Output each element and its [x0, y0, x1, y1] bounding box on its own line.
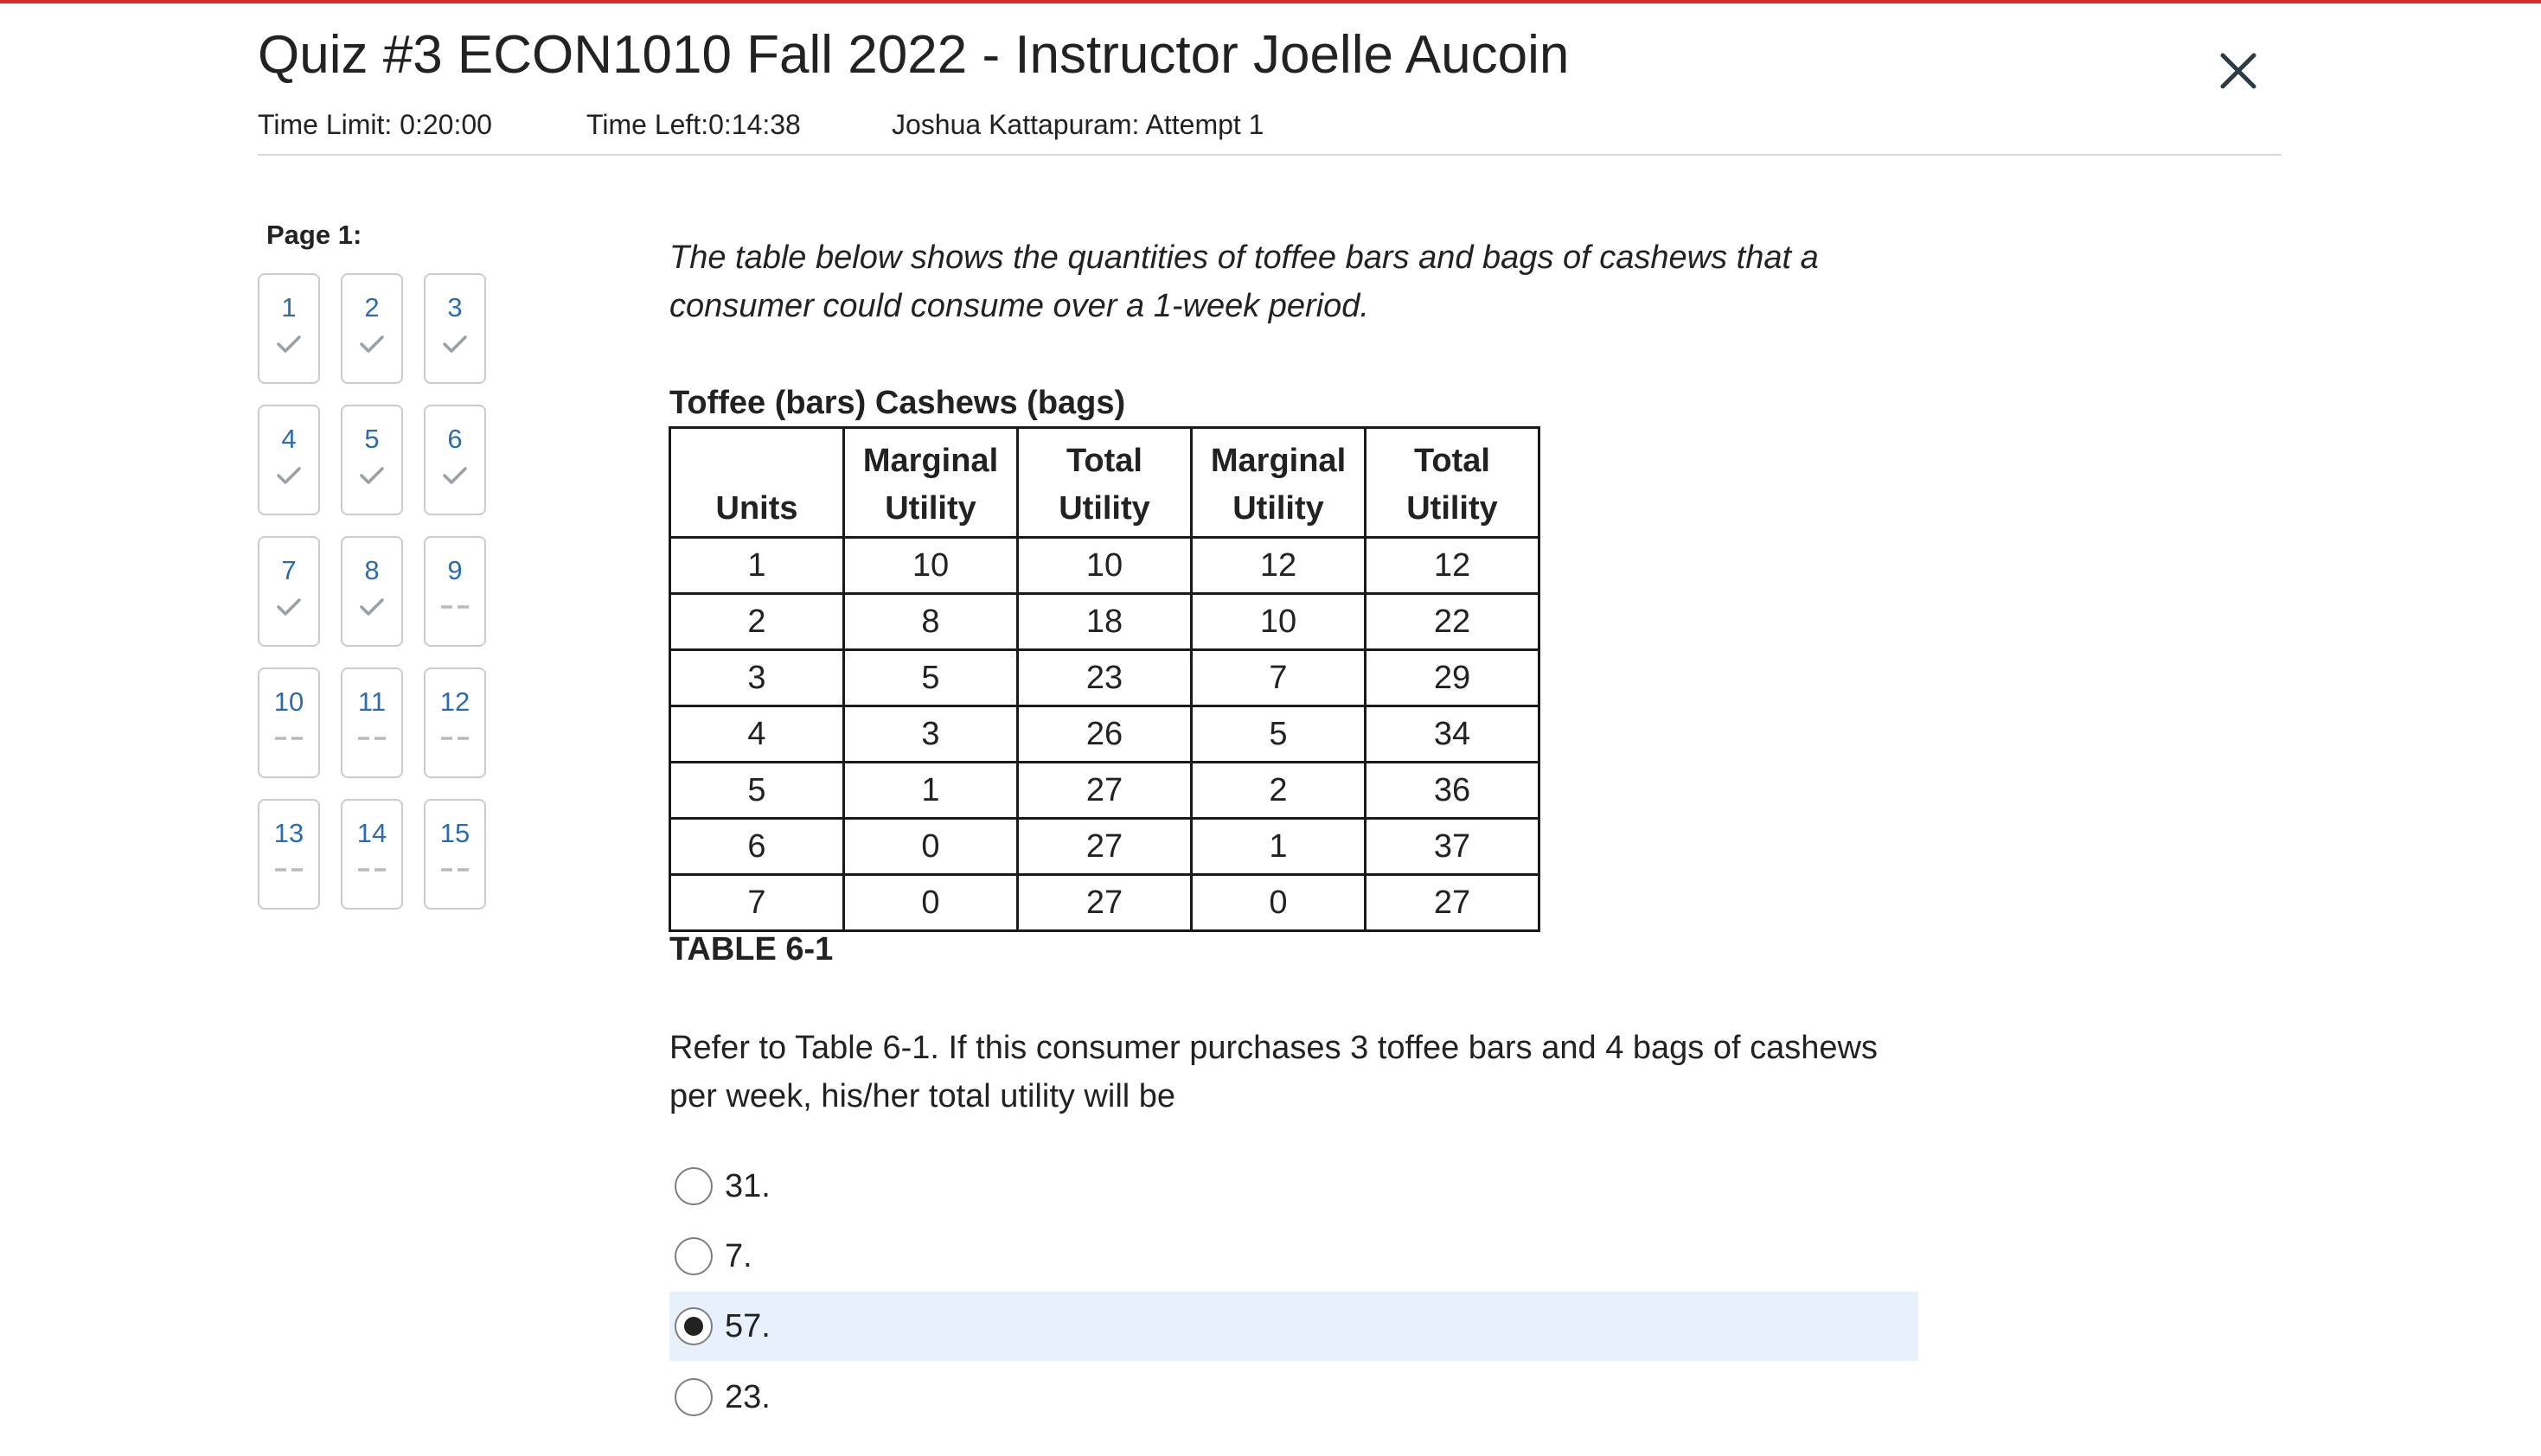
table-row	[670, 763, 1539, 819]
question-nav-item[interactable]	[341, 405, 403, 515]
table-cell: 26	[1018, 706, 1192, 763]
time-limit: Time Limit: 0:20:00	[258, 109, 492, 140]
table-cell: 2	[670, 594, 844, 650]
question-nav-number: 9	[447, 555, 463, 585]
table-row	[670, 650, 1539, 706]
table-cell: 27	[1018, 875, 1192, 931]
table-cell: 7	[670, 875, 844, 931]
table-cell: 37	[1366, 819, 1539, 875]
table-cell: 12	[1366, 538, 1539, 594]
unanswered-dash-icon	[342, 859, 401, 885]
question-nav-item[interactable]	[424, 273, 486, 384]
table-cell: 3	[670, 650, 844, 706]
table-row	[670, 875, 1539, 931]
question-nav-number: 6	[447, 424, 463, 454]
table-cell: 1	[844, 763, 1018, 819]
answer-option[interactable]	[669, 1292, 1918, 1361]
table-cell: 34	[1366, 706, 1539, 763]
question-nav-item[interactable]	[341, 273, 403, 384]
radio-button[interactable]	[675, 1378, 713, 1416]
question-nav-item[interactable]	[258, 273, 320, 384]
question-nav-number: 11	[357, 686, 387, 717]
answered-check-icon	[259, 597, 318, 623]
table-header-row	[670, 428, 1539, 538]
question-nav-number: 7	[281, 555, 297, 585]
header-cashews-total-utility: Total Utility	[1366, 428, 1539, 538]
table-cell: 10	[1192, 594, 1366, 650]
question-nav-number: 2	[364, 292, 380, 322]
table-cell: 1	[670, 538, 844, 594]
time-left: Time Left:0:14:38	[586, 109, 801, 140]
question-nav-item[interactable]	[424, 799, 486, 910]
answer-option-label: 57.	[725, 1308, 771, 1344]
clipped-content-fragment	[659, 204, 1143, 209]
table-row	[670, 706, 1539, 763]
answer-option-label: 31.	[725, 1168, 771, 1204]
unanswered-dash-icon	[426, 859, 484, 885]
table-cell: 0	[1192, 875, 1366, 931]
table-cell: 5	[1192, 706, 1366, 763]
top-accent-bar	[0, 0, 2541, 3]
table-label: TABLE 6-1	[669, 931, 834, 967]
question-nav-item[interactable]	[258, 536, 320, 647]
radio-button[interactable]	[675, 1237, 713, 1275]
unanswered-dash-icon	[259, 859, 318, 885]
radio-button[interactable]	[675, 1167, 713, 1205]
close-button[interactable]	[2202, 35, 2275, 107]
answered-check-icon	[259, 334, 318, 360]
table-cell: 12	[1192, 538, 1366, 594]
answer-option[interactable]	[669, 1363, 1918, 1432]
question-nav-number: 15	[439, 818, 470, 848]
answer-option-label: 23.	[725, 1379, 771, 1415]
table-caption: Toffee (bars) Cashews (bags)	[669, 385, 1126, 421]
table-cell: 1	[1192, 819, 1366, 875]
question-nav-number: 12	[439, 686, 470, 717]
table-cell: 6	[670, 819, 844, 875]
header-cashews-marginal-utility: Marginal Utility	[1192, 428, 1366, 538]
table-cell: 23	[1018, 650, 1192, 706]
question-nav-number: 10	[273, 686, 304, 717]
unanswered-dash-icon	[342, 728, 401, 754]
question-nav-item[interactable]	[341, 799, 403, 910]
question-intro: The table below shows the quantities of toffee bars and bags of cashews that a consumer could consume over a 1-week period.	[669, 239, 1819, 324]
radio-dot	[684, 1317, 703, 1336]
question-nav-number: 14	[356, 818, 387, 848]
header-units: Units	[670, 428, 844, 538]
answered-check-icon	[426, 334, 484, 360]
table-cell: 2	[1192, 763, 1366, 819]
table-cell: 7	[1192, 650, 1366, 706]
answered-check-icon	[342, 465, 401, 491]
table-cell: 27	[1018, 763, 1192, 819]
header-toffee-marginal-utility: Marginal Utility	[844, 428, 1018, 538]
question-nav-item[interactable]	[341, 667, 403, 778]
question-nav-number: 3	[447, 292, 463, 322]
table-cell: 3	[844, 706, 1018, 763]
table-cell: 10	[844, 538, 1018, 594]
answered-check-icon	[259, 465, 318, 491]
table-cell: 8	[844, 594, 1018, 650]
question-prompt: Refer to Table 6-1. If this consumer purchases 3 toffee bars and 4 bags of cashews per week, his/her total utility will be	[669, 1030, 1878, 1114]
question-nav-number: 13	[273, 818, 304, 848]
table-cell: 27	[1018, 819, 1192, 875]
question-nav-item[interactable]	[258, 405, 320, 515]
answered-check-icon	[426, 465, 484, 491]
question-nav-number: 5	[364, 424, 380, 454]
question-nav-item[interactable]	[258, 799, 320, 910]
utility-table	[669, 426, 1540, 932]
table-row	[670, 538, 1539, 594]
question-nav-item[interactable]	[424, 667, 486, 778]
question-nav-number: 4	[281, 424, 297, 454]
question-nav-number: 8	[364, 555, 380, 585]
table-cell: 5	[670, 763, 844, 819]
unanswered-dash-icon	[259, 728, 318, 754]
header-toffee-total-utility: Total Utility	[1018, 428, 1192, 538]
unanswered-dash-icon	[426, 597, 484, 623]
question-nav-number: 1	[281, 292, 297, 322]
answer-option[interactable]	[669, 1152, 1918, 1221]
table-cell: 0	[844, 875, 1018, 931]
table-cell: 10	[1018, 538, 1192, 594]
table-row	[670, 819, 1539, 875]
radio-selected[interactable]	[675, 1307, 713, 1345]
answer-option-label: 7.	[725, 1238, 752, 1274]
table-cell: 5	[844, 650, 1018, 706]
table-cell: 22	[1366, 594, 1539, 650]
table-cell: 18	[1018, 594, 1192, 650]
unanswered-dash-icon	[426, 728, 484, 754]
answer-option[interactable]	[669, 1222, 1918, 1291]
question-nav-item[interactable]	[341, 536, 403, 647]
table-cell: 4	[670, 706, 844, 763]
answered-check-icon	[342, 334, 401, 360]
table-row	[670, 594, 1539, 650]
page-label: Page 1:	[266, 220, 362, 250]
question-nav-item[interactable]	[424, 536, 486, 647]
table-cell: 29	[1366, 650, 1539, 706]
table-cell: 36	[1366, 763, 1539, 819]
question-nav-item[interactable]	[424, 405, 486, 515]
table-cell: 27	[1366, 875, 1539, 931]
question-nav-item[interactable]	[258, 667, 320, 778]
header-divider	[258, 154, 2282, 156]
quiz-title: Quiz #3 ECON1010 Fall 2022 - Instructor Joelle Aucoin	[258, 25, 1570, 85]
answered-check-icon	[342, 597, 401, 623]
close-icon	[2219, 52, 2257, 90]
attempt-info: Joshua Kattapuram: Attempt 1	[892, 109, 1264, 140]
table-cell: 0	[844, 819, 1018, 875]
